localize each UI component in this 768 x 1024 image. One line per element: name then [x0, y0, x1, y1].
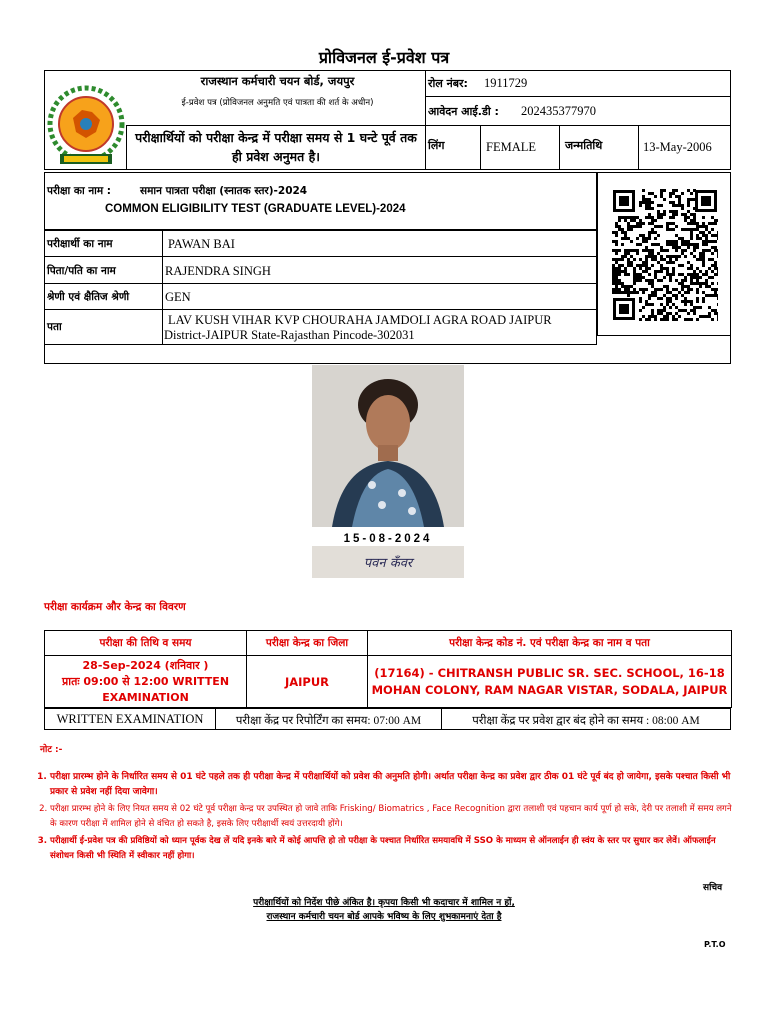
note-item-1: 1. परीक्षा प्रारम्भ होने के निर्धारित समय से 01 घंटे पहले तक ही परीक्षा केन्द्र में परीक्षार्थियों को प्रवेश की अनुमति होगी। अर्थात परीक्षा केन्द्र का प्रवेश द्वार ठीक 01 घंटे पूर्व बंद हो जायेगा, इसके पश्चात किसी भी प्रकार से प्रवेश नहीं दिया जावेगा। [50, 770, 740, 800]
exam-type: WRITTEN EXAMINATION [44, 708, 216, 730]
document-title: प्रोविजनल ई-प्रवेश पत्र [318, 48, 450, 67]
category-label-cell [44, 283, 163, 310]
qr-code [612, 189, 718, 321]
reporting-time-text: परीक्षा केंद्र पर रिपोर्टिंग का समय: 07:00 AM [235, 715, 422, 727]
exam-date: 28-Sep-2024 (शनिवार ) [82, 658, 209, 672]
roll-number-cell [425, 70, 731, 97]
gender-label-cell [425, 125, 481, 170]
address-value-cell [162, 309, 597, 345]
dob-value-cell [638, 125, 731, 170]
board-logo [46, 84, 126, 168]
address-line-2: District-JAIPUR State-Rajasthan Pincode-302031 [164, 328, 415, 342]
footer-line-1: परीक्षार्थियों को निर्देश पीछे अंकित है। कृपया किसी भी कदाचार में शामिल न हों, [253, 898, 515, 908]
qr-code-frame [597, 172, 731, 336]
father-name-value-cell [162, 256, 597, 284]
dob-label-cell [559, 125, 639, 170]
gender-label: लिंग [428, 139, 445, 152]
secretary-label: सचिव [703, 883, 723, 893]
gender-value: FEMALE [486, 140, 536, 154]
schedule-heading: परीक्षा कार्यक्रम और केन्द्र का विवरण [44, 601, 186, 613]
photo-date: 15-08-2024 [343, 533, 433, 545]
qr-code-icon [612, 189, 718, 321]
address-label-cell [44, 309, 163, 345]
roll-number-value: 1911729 [484, 76, 528, 90]
candidate-photo [312, 365, 464, 527]
board-emblem-icon [46, 84, 126, 168]
candidate-portrait-icon [312, 365, 464, 527]
father-name-label: पिता/पति का नाम [47, 265, 116, 277]
category-value-cell [162, 283, 597, 310]
gender-value-cell [480, 125, 560, 170]
signature-text: पवन कँवर [363, 556, 413, 571]
exam-name-label: परीक्षा का नाम : [47, 185, 112, 197]
father-name-label-cell [44, 256, 163, 284]
gate-close-time [441, 708, 731, 730]
schedule-table [44, 630, 731, 730]
exam-name-hindi: समान पात्रता परीक्षा (स्नातक स्तर)-2024 [140, 185, 308, 197]
category-value: GEN [165, 290, 191, 304]
note-item-2: 2. परीक्षा प्रारम्भ होने के लिए नियत समय से 02 घंटे पूर्व परीक्षा केन्द्र पर उपस्थित हो जावे ताकि Frisking/ Biomatrics , Face Recognition द्वारा तलाशी एवं पहचान कार्य पूर्ण हो सके, देरी पर तलाशी में समय लगने के कारण परीक्षा में शामिल होने से वंचित हो सकते है, इसके लिए परीक्षार्थी स्वयं उत्तरदायी होंगे। [50, 802, 740, 832]
dob-value: 13-May-2006 [643, 140, 712, 154]
candidate-name-label: परीक्षार्थी का नाम [47, 238, 113, 250]
admit-subtitle: ई-प्रवेश पत्र (प्रोविजनल अनुमति एवं पात्रता की शर्त के अधीन) [181, 98, 374, 108]
board-name: राजस्थान कर्मचारी चयन बोर्ड, जयपुर [200, 74, 355, 88]
address-line-1: LAV KUSH VIHAR KVP CHOURAHA JAMDOLI AGRA ROAD JAIPUR [168, 313, 552, 327]
roll-number-label: रोल नंबर: [428, 77, 468, 90]
exam-time: प्रातः 09:00 से 12:00 WRITTEN EXAMINATION [61, 674, 230, 704]
exam-centre: (17164) - CHITRANSH PUBLIC SR. SEC. SCHOOL, 16-18 MOHAN COLONY, RAM NAGAR VISTAR, SODALA, JAIPUR [368, 656, 732, 708]
photo-date-strip [312, 527, 464, 545]
category-label: श्रेणी एवं क्षैतिज श्रेणी [47, 291, 130, 303]
footer-line-2: राजस्थान कर्मचारी चयन बोर्ड आपके भविष्य के लिए शुभकामनाएं देता है [266, 912, 502, 922]
candidate-name-value-cell [162, 230, 597, 257]
notes-label: नोट :- [40, 745, 63, 755]
col-datetime-header: परीक्षा की तिथि व समय [45, 631, 247, 656]
exam-name-cell [44, 172, 597, 230]
candidate-name-value: PAWAN BAI [168, 237, 235, 251]
gate-close-time-text: परीक्षा केंद्र पर प्रवेश द्वार बंद होने का समय : 08:00 AM [472, 715, 700, 727]
address-label: पता [47, 321, 62, 333]
application-id-label: आवेदन आई.डी : [428, 105, 499, 118]
application-id-value: 202435377970 [521, 104, 596, 118]
exam-name-english: COMMON ELIGIBILITY TEST (GRADUATE LEVEL)-2024 [105, 203, 406, 215]
exam-district: JAIPUR [247, 656, 368, 708]
pto-label: P.T.O [704, 940, 726, 949]
notes-list [38, 770, 740, 866]
exam-datetime-cell [45, 656, 247, 708]
application-id-cell [425, 96, 731, 126]
entry-notice: परीक्षार्थियों को परीक्षा केन्द्र में परीक्षा समय से 1 घन्टे पूर्व तक ही प्रवेश अनुमत है। [126, 125, 426, 170]
reporting-time [215, 708, 442, 730]
col-centre-header: परीक्षा केन्द्र कोड नं. एवं परीक्षा केन्द्र का नाम व पता [368, 631, 732, 656]
father-name-value: RAJENDRA SINGH [165, 264, 271, 278]
candidate-signature [312, 546, 464, 578]
note-item-3: 3. परीक्षार्थी ई-प्रवेश पत्र की प्रविष्ठियों को ध्यान पूर्वक देख लें यदि इनके बारे में कोई आपत्ति हो तो परीक्षा के पश्चात निर्धारित समयावधि में SSO के माध्यम से ऑनलाईन ही स्वंय के स्तर पर सुधार कर लेवें। ऑफलाईन संशोधन किसी भी स्थिति में स्वीकार नहीं होगा। [50, 834, 740, 864]
dob-label: जन्मतिथि [565, 139, 603, 152]
col-district-header: परीक्षा केन्द्र का जिला [247, 631, 368, 656]
candidate-name-label-cell [44, 230, 163, 257]
